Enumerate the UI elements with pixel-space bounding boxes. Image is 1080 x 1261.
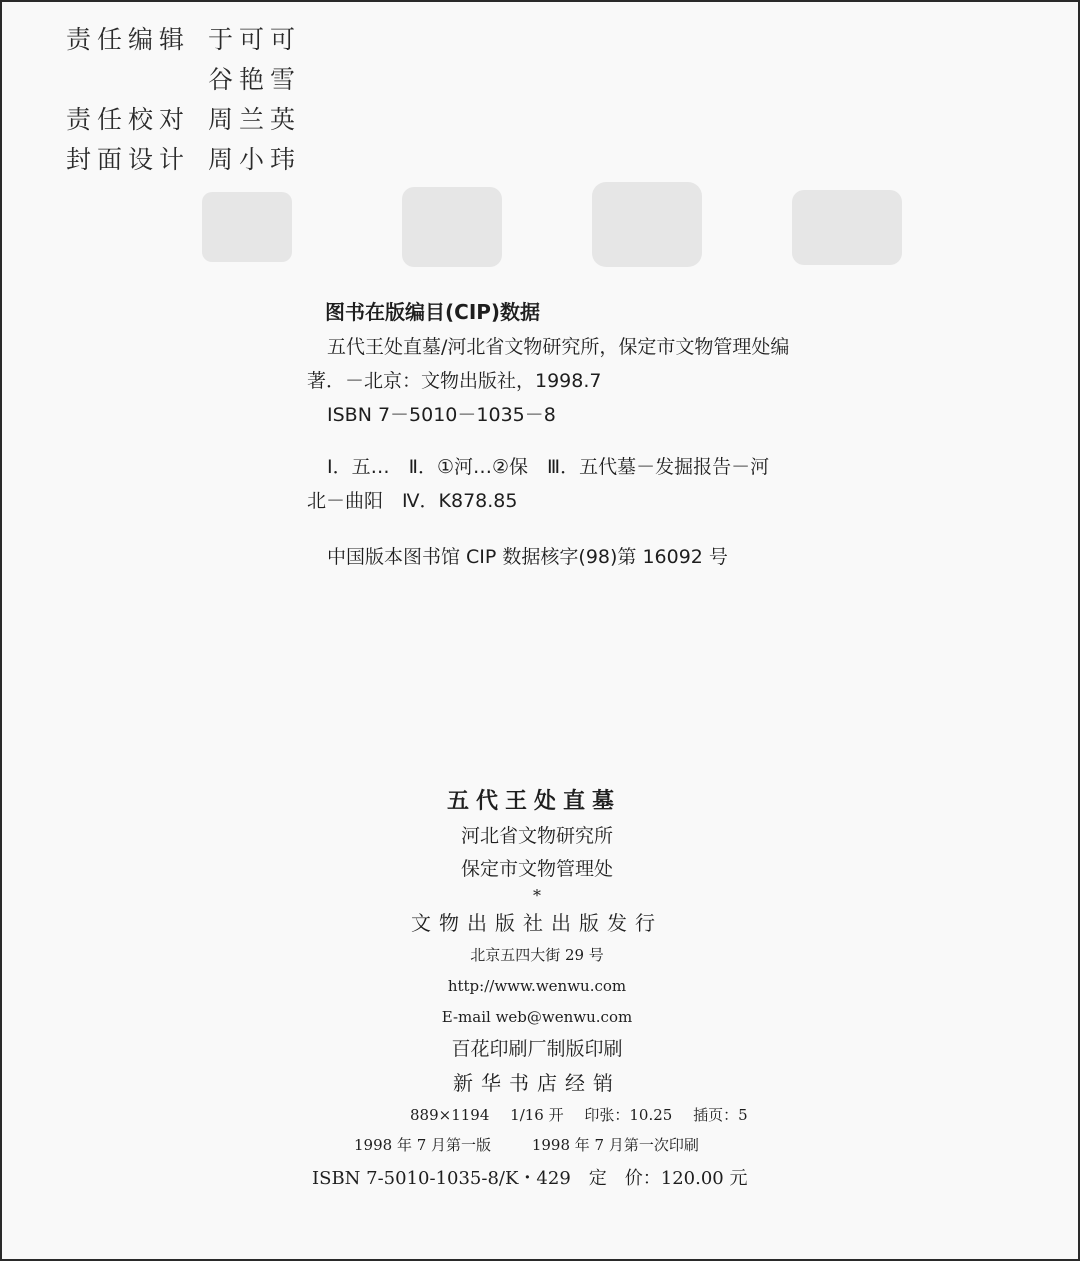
watermark-show-through bbox=[172, 172, 942, 282]
cip-entry-line-1: 五代王处直墓/河北省文物研究所，保定市文物管理处编 bbox=[327, 336, 790, 358]
credits-block bbox=[66, 18, 301, 178]
cip-number: 中国版本图书馆 CIP 数据核字(98)第 16092 号 bbox=[327, 546, 728, 568]
printing: 1998 年 7 月第一次印刷 bbox=[531, 1136, 699, 1154]
credit-name: 周兰英 bbox=[208, 105, 302, 134]
spec-fold: 1/16 开 bbox=[510, 1106, 564, 1124]
cip-heading: 图书在版编目(CIP)数据 bbox=[325, 300, 541, 324]
cip-block bbox=[307, 294, 847, 574]
publisher-email: E-mail web@wenwu.com bbox=[441, 1008, 633, 1026]
book-title: 五代王处直墓 bbox=[447, 789, 622, 814]
credit-role: 封面设计 bbox=[66, 145, 191, 174]
print-specs bbox=[302, 1100, 772, 1130]
credit-role: 责任校对 bbox=[66, 105, 191, 134]
credit-name: 周小玮 bbox=[208, 145, 302, 174]
credit-row-editor-2 bbox=[66, 58, 301, 98]
cip-subjects-line-1: Ⅰ．五… Ⅱ．①河…②保 Ⅲ．五代墓－发掘报告－河 bbox=[327, 456, 770, 478]
isbn-price: ISBN 7-5010-1035-8/K・429 定 价：120.00 元 bbox=[312, 1168, 748, 1189]
publisher: 文物出版社出版发行 bbox=[411, 911, 663, 935]
distributor: 新华书店经销 bbox=[453, 1071, 621, 1095]
imprint-block bbox=[302, 784, 772, 1198]
spec-plates: 插页：5 bbox=[693, 1106, 748, 1124]
printer: 百花印刷厂制版印刷 bbox=[451, 1038, 623, 1060]
credit-row-proofreader bbox=[66, 98, 301, 138]
publisher-address: 北京五四大街 29 号 bbox=[470, 946, 604, 964]
separator-star: * bbox=[533, 886, 541, 905]
credit-name: 于可可 bbox=[208, 25, 302, 54]
publisher-website: http://www.wenwu.com bbox=[447, 977, 627, 995]
credit-row-editor bbox=[66, 18, 301, 58]
edition: 1998 年 7 月第一版 bbox=[354, 1136, 492, 1154]
edition-info bbox=[302, 1130, 772, 1160]
spec-format: 889×1194 bbox=[410, 1106, 490, 1124]
cip-subjects-line-2: 北－曲阳 Ⅳ．K878.85 bbox=[307, 490, 518, 512]
cip-isbn: ISBN 7－5010－1035－8 bbox=[327, 404, 556, 426]
author-2: 保定市文物管理处 bbox=[460, 858, 613, 880]
credit-row-cover-designer bbox=[66, 138, 301, 178]
credit-name: 谷艳雪 bbox=[208, 65, 302, 94]
spec-sheets: 印张：10.25 bbox=[584, 1106, 673, 1124]
credit-role: 责任编辑 bbox=[66, 25, 191, 54]
author-1: 河北省文物研究所 bbox=[460, 825, 613, 847]
cip-entry-line-2: 著．－北京：文物出版社，1998.7 bbox=[307, 370, 602, 392]
